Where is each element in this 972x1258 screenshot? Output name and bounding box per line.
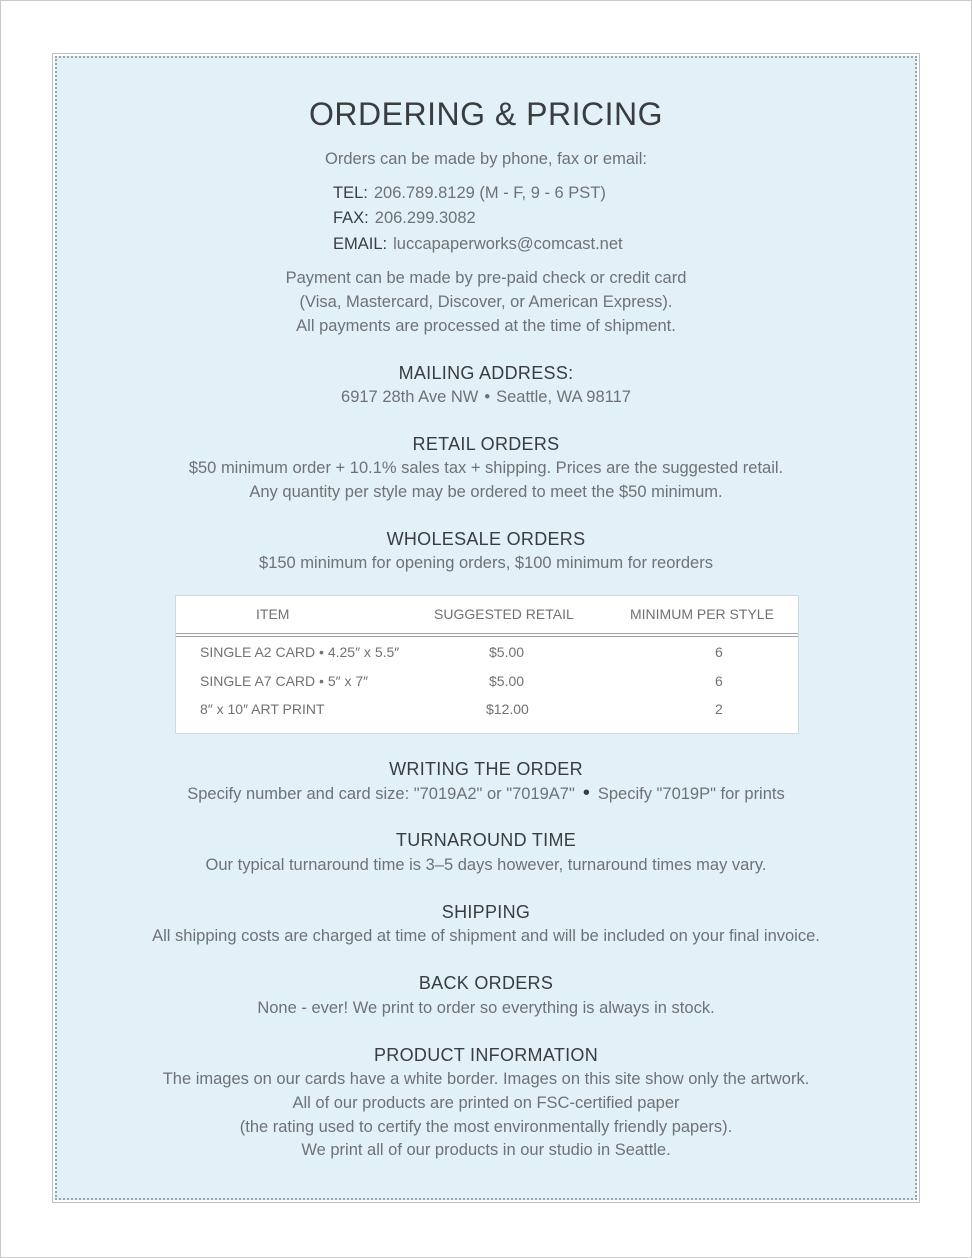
writing-separator: • <box>582 782 590 804</box>
page-title: ORDERING & PRICING <box>309 96 663 132</box>
table-header-item: ITEM <box>256 606 290 622</box>
ordering-panel <box>55 56 917 1200</box>
back-orders-heading: BACK ORDERS <box>418 973 554 993</box>
table-cell-min: 6 <box>715 673 723 689</box>
fax-label: FAX: <box>333 209 369 227</box>
shipping-line: All shipping costs are charged at time of shipment and will be included on your final invoice. <box>152 927 820 945</box>
wholesale-heading: WHOLESALE ORDERS <box>386 529 586 549</box>
retail-heading: RETAIL ORDERS <box>412 434 560 454</box>
table-cell-min: 2 <box>715 701 723 717</box>
mailing-address <box>57 385 915 409</box>
table-cell-item: SINGLE A2 CARD • 4.25″ x 5.5″ <box>200 644 400 660</box>
payment-line-2: (Visa, Mastercard, Discover, or American Express). <box>299 293 673 311</box>
mailing-heading: MAILING ADDRESS: <box>398 363 574 383</box>
retail-line-2: Any quantity per style may be ordered to meet the $50 minimum. <box>249 483 723 501</box>
writing-part-1: Specify number and card size: "7019A2" or "7019A7" <box>187 785 575 803</box>
table-header-rule <box>176 633 798 634</box>
order-intro: Orders can be made by phone, fax or email: <box>325 150 647 168</box>
mailing-separator: • <box>484 388 491 406</box>
payment-line-3: All payments are processed at the time of shipment. <box>296 317 676 335</box>
table-cell-item: 8″ x 10″ ART PRINT <box>200 701 325 717</box>
table-header-rule <box>176 636 798 637</box>
contact-tel <box>333 181 606 206</box>
contact-email <box>333 232 623 257</box>
table-cell-price: $12.00 <box>486 701 529 717</box>
tel-label: TEL: <box>333 184 368 202</box>
writing-heading: WRITING THE ORDER <box>389 759 583 779</box>
shipping-heading: SHIPPING <box>441 902 531 922</box>
fax-value: 206.299.3082 <box>374 209 476 227</box>
writing-part-2: Specify "7019P" for prints <box>597 785 785 803</box>
table-header-min: MINIMUM PER STYLE <box>630 606 774 622</box>
payment-line-1: Payment can be made by pre-paid check or credit card <box>285 269 687 287</box>
product-line-1: The images on our cards have a white border. Images on this site show only the artwork. <box>162 1070 810 1088</box>
email-label: EMAIL: <box>333 235 388 253</box>
product-line-2: All of our products are printed on FSC-certified paper <box>292 1094 680 1112</box>
table-cell-price: $5.00 <box>489 644 525 660</box>
table-cell-min: 6 <box>715 644 723 660</box>
table-cell-price: $5.00 <box>489 673 525 689</box>
turnaround-heading: TURNAROUND TIME <box>395 830 577 850</box>
pricing-table <box>175 595 799 734</box>
product-heading: PRODUCT INFORMATION <box>373 1045 599 1065</box>
turnaround-line: Our typical turnaround time is 3–5 days however, turnaround times may vary. <box>205 856 767 874</box>
tel-value[interactable]: 206.789.8129 (M - F, 9 - 6 PST) <box>373 184 606 202</box>
email-value[interactable]: luccapaperworks@comcast.net <box>393 235 623 253</box>
table-cell-item: SINGLE A7 CARD • 5″ x 7″ <box>200 673 369 689</box>
mailing-city: Seattle, WA 98117 <box>496 388 631 406</box>
back-orders-line: None - ever! We print to order so everything is always in stock. <box>257 999 715 1017</box>
table-header-price: SUGGESTED RETAIL <box>434 606 574 622</box>
retail-line-1: $50 minimum order + 10.1% sales tax + shipping. Prices are the suggested retail. <box>188 459 784 477</box>
writing-line <box>57 781 915 806</box>
wholesale-line: $150 minimum for opening orders, $100 minimum for reorders <box>259 554 713 572</box>
contact-fax <box>333 206 476 231</box>
product-line-4: We print all of our products in our studio in Seattle. <box>301 1141 671 1159</box>
mailing-street: 6917 28th Ave NW <box>341 388 479 406</box>
product-line-3: (the rating used to certify the most environmentally friendly papers). <box>239 1118 733 1136</box>
